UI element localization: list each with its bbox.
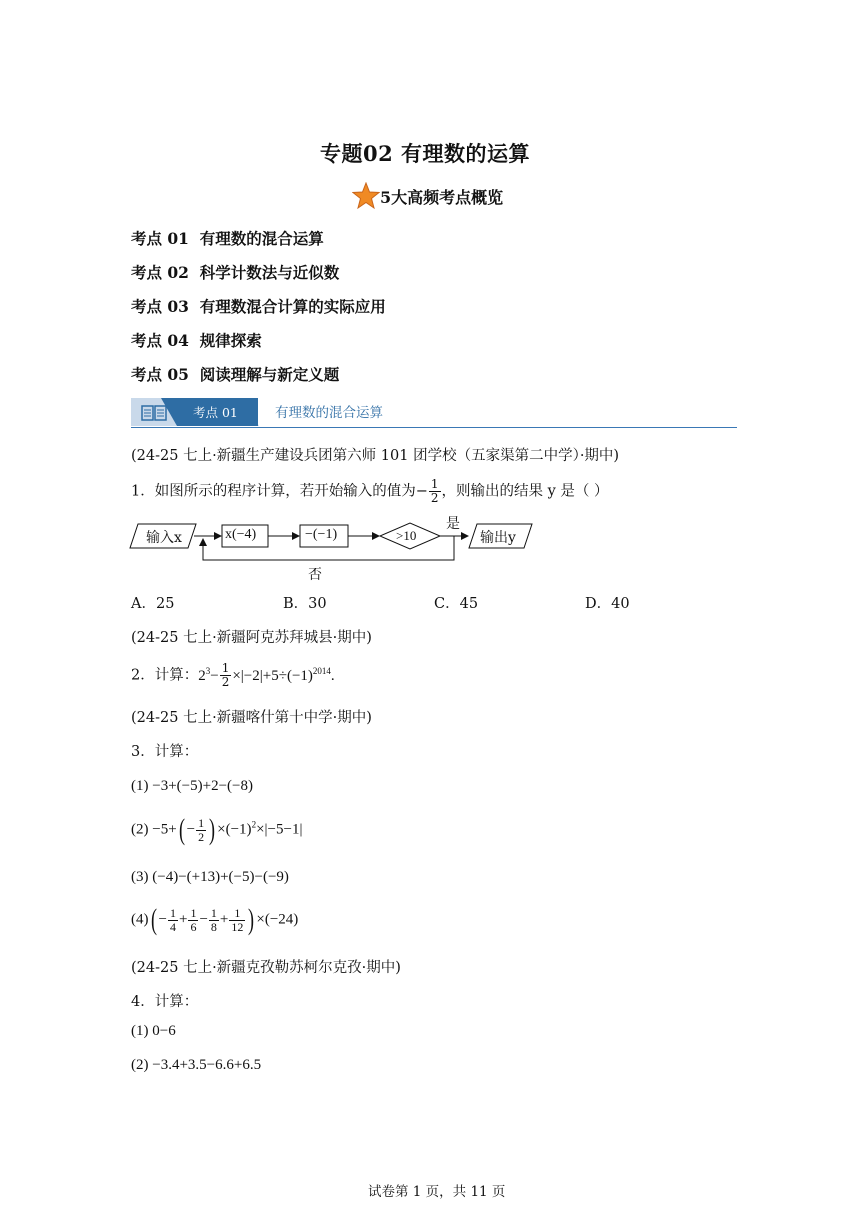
option-a: A．25 — [131, 596, 175, 612]
kaodian-item: 考点 04 规律探索 — [131, 331, 262, 350]
subquestion: (2) −3.4+3.5−6.6+6.5 — [131, 1057, 262, 1073]
flow-yes: 是 — [446, 516, 460, 532]
subquestion: (2) −5+( − $\frac{1}{2}$ ) $\times(-1)^2\times|-5-1|$ — [131, 813, 303, 846]
subquestion: (4)( − $\frac{1}{4}$ + $\frac{1}{6}$ − $\frac{1}{8}$ + $\frac{1}{12}$ ) ×(−24) — [131, 903, 299, 936]
star-icon — [352, 182, 380, 210]
page-footer: 试卷第 1 页，共 11 页 — [368, 1184, 506, 1200]
section-name: 有理数的混合运算 — [275, 405, 383, 421]
kaodian-item: 考点 05 阅读理解与新定义题 — [131, 365, 340, 384]
option-b: B．30 — [283, 596, 327, 612]
question-stem: 2．计算：$2^3-$ $\frac{1}{2}$ $\times|-2|+5\div(-1)^{2014}$. — [131, 661, 335, 689]
question-stem: 1．如图所示的程序计算，若开始输入的值为− $\frac{1}{2}$ ，则输出的结果 y 是（ ） — [131, 477, 609, 505]
subquestion: (3) (−4)−(+13)+(−5)−(−9) — [131, 869, 289, 885]
flow-step2: −(−1) — [305, 527, 338, 542]
page-title: 专题02 有理数的运算 — [320, 141, 531, 166]
section-code: 考点 01 — [193, 405, 238, 420]
question-stem: 3．计算： — [131, 744, 199, 760]
subquestion: (1) −3+(−5)+2−(−8) — [131, 778, 253, 794]
subquestion: (1) 0−6 — [131, 1023, 176, 1039]
flowchart — [128, 512, 548, 584]
flow-output: 输出y — [480, 530, 516, 546]
question-source: (24-25 七上·新疆阿克苏拜城县·期中) — [131, 630, 372, 646]
section-header — [131, 396, 737, 430]
flow-condition: >10 — [396, 528, 417, 543]
subtitle: 5大高频考点概览 — [380, 187, 504, 207]
question-source: (24-25 七上·新疆生产建设兵团第六师 101 团学校（五家渠第二中学）·期中) — [131, 448, 620, 464]
question-stem: 4．计算： — [131, 994, 199, 1010]
flow-input: 输入x — [146, 530, 182, 546]
question-source: (24-25 七上·新疆喀什第十中学·期中) — [131, 710, 372, 726]
option-d: D．40 — [585, 596, 630, 612]
flow-step1: x(−4) — [225, 527, 257, 542]
option-c: C．45 — [434, 596, 479, 612]
subtitle-row — [352, 182, 503, 210]
flow-no: 否 — [308, 567, 322, 583]
book-icon — [141, 404, 167, 422]
kaodian-item: 考点 01 有理数的混合运算 — [131, 229, 324, 248]
kaodian-item: 考点 03 有理数混合计算的实际应用 — [131, 297, 386, 316]
question-source: (24-25 七上·新疆克孜勒苏柯尔克孜·期中) — [131, 960, 401, 976]
kaodian-item: 考点 02 科学计数法与近似数 — [131, 263, 340, 282]
